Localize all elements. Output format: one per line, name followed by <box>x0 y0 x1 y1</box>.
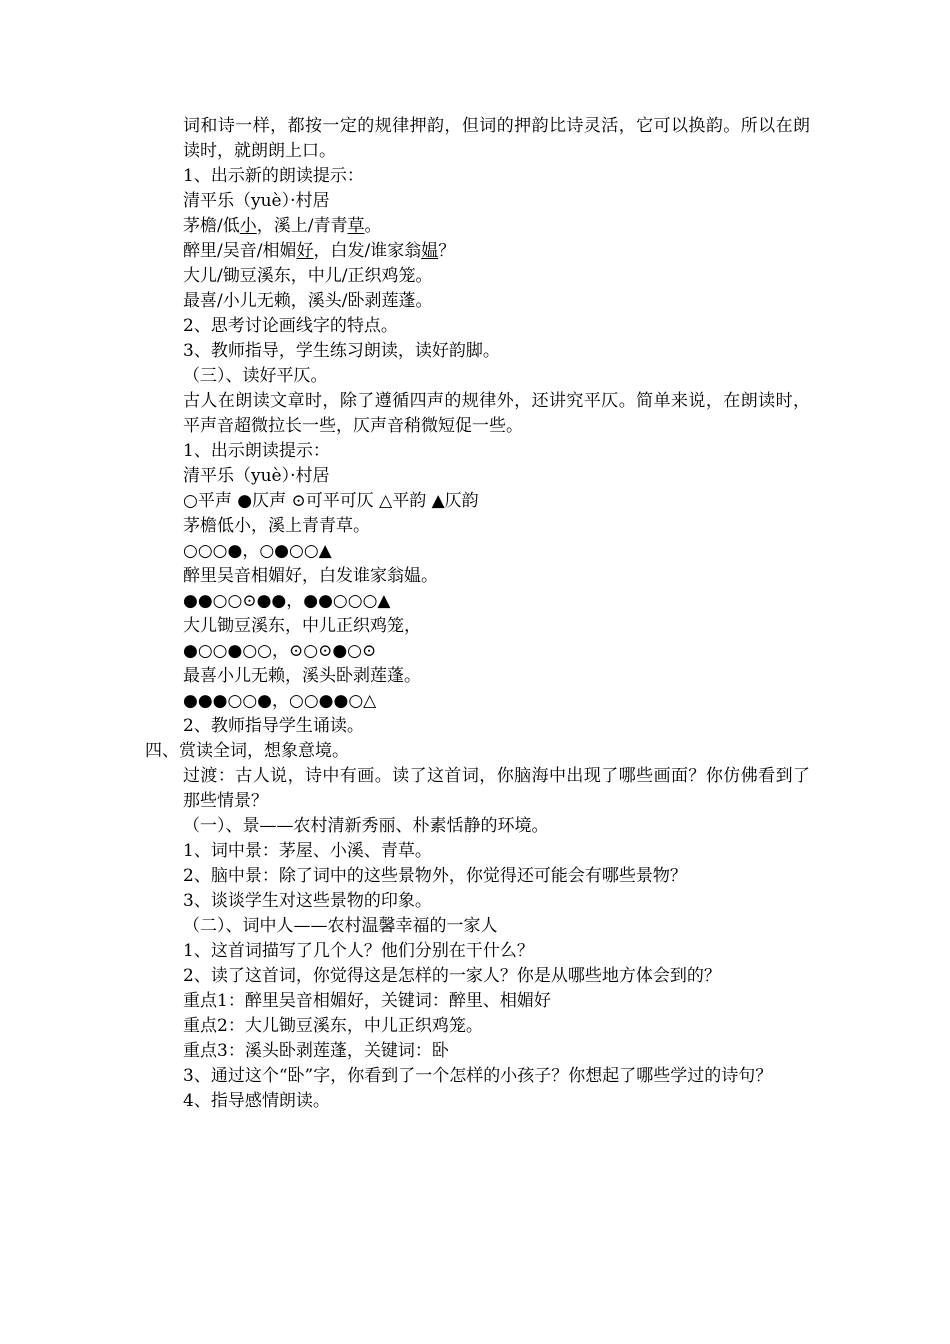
text-line: 最喜/小儿无赖，溪头/卧剥莲蓬。 <box>183 291 433 311</box>
text-line: 大儿/锄豆溪东，中儿/正织鸡笼。 <box>183 266 433 286</box>
underlined-rhyme-char: 好 <box>296 241 314 261</box>
text-line: 重点3：溪头卧剥莲蓬，关键词：卧 <box>183 1041 449 1061</box>
text-segment: ？ <box>438 241 456 261</box>
text-line: ○平声 ●仄声 ⊙可平可仄 △平韵 ▲仄韵 <box>183 491 479 511</box>
text-line: 清平乐（yuè）·村居 <box>183 466 330 486</box>
text-segment: ，白发/谁家翁 <box>313 241 422 261</box>
text-segment: 。 <box>364 216 382 236</box>
text-line: 1、出示朗读提示： <box>183 441 330 461</box>
text-line: 词和诗一样，都按一定的规律押韵，但词的押韵比诗灵活，它可以换韵。所以在朗读时，就朗朗上口。 <box>183 116 810 161</box>
text-line: （一）、景——农村清新秀丽、朴素恬静的环境。 <box>183 816 549 836</box>
text-line: 2、教师指导学生诵读。 <box>183 716 364 736</box>
text-line: 4、指导感情朗读。 <box>183 1091 330 1111</box>
text-line: 重点2：大儿锄豆溪东，中儿正织鸡笼。 <box>183 1016 483 1036</box>
underlined-rhyme-char: 小 <box>239 216 257 236</box>
text-line: （二）、词中人——农村温馨幸福的一家人 <box>183 916 498 936</box>
text-line: 醉里吴音相媚好，白发谁家翁媪。 <box>183 566 438 586</box>
text-line: 2、思考讨论画线字的特点。 <box>183 316 398 336</box>
underlined-rhyme-char: 草 <box>347 216 365 236</box>
text-line: 大儿锄豆溪东，中儿正织鸡笼， <box>183 616 421 636</box>
text-segment: 茅檐/低 <box>183 216 240 236</box>
text-line: 1、词中景：茅屋、小溪、青草。 <box>183 841 432 861</box>
text-line: 茅檐低小，溪上青青草。 <box>183 516 370 536</box>
text-line: 3、教师指导，学生练习朗读，读好韵脚。 <box>183 341 500 361</box>
underlined-rhyme-char: 媪 <box>421 241 439 261</box>
text-line: 1、这首词描写了几个人？他们分别在干什么？ <box>183 941 534 961</box>
text-segment: 醉里/吴音/相媚 <box>183 241 297 261</box>
text-line: 2、脑中景：除了词中的这些景物外，你觉得还可能会有哪些景物？ <box>183 866 687 886</box>
text-line: 3、谈谈学生对这些景物的印象。 <box>183 891 432 911</box>
text-line: 2、读了这首词，你觉得这是怎样的一家人？你是从哪些地方体会到的？ <box>183 966 721 986</box>
text-line: ●○○●○○，⊙○⊙●○⊙ <box>183 641 377 661</box>
text-line: ●●○○⊙●●，●●○○○▲ <box>183 591 391 611</box>
text-line: ○○○●，○●○○▲ <box>183 541 332 561</box>
text-line: ●●●○○●，○○●●○△ <box>183 691 377 711</box>
text-line <box>145 214 810 239</box>
text-line: 过渡：古人说，诗中有画。读了这首词，你脑海中出现了哪些画面？你仿佛看到了那些情景？ <box>183 766 810 811</box>
text-line: 古人在朗读文章时，除了遵循四声的规律外，还讲究平仄。简单来说，在朗读时，平声音超微拉长一些，仄声音稍微短促一些。 <box>183 391 810 436</box>
text-line: 最喜小儿无赖，溪头卧剥莲蓬。 <box>183 666 421 686</box>
text-line: （三）、读好平仄。 <box>183 366 328 386</box>
document-body <box>145 114 810 1114</box>
text-line: 清平乐（yuè）·村居 <box>183 191 330 211</box>
text-line: 四、赏读全词，想象意境。 <box>145 741 349 761</box>
text-line <box>145 239 810 264</box>
text-segment: ，溪上/青青 <box>256 216 348 236</box>
text-line: 3、通过这个“卧”字，你看到了一个怎样的小孩子？你想起了哪些学过的诗句？ <box>183 1066 773 1086</box>
text-line: 1、出示新的朗读提示： <box>183 166 364 186</box>
text-line: 重点1：醉里吴音相媚好，关键词：醉里、相媚好 <box>183 991 551 1011</box>
